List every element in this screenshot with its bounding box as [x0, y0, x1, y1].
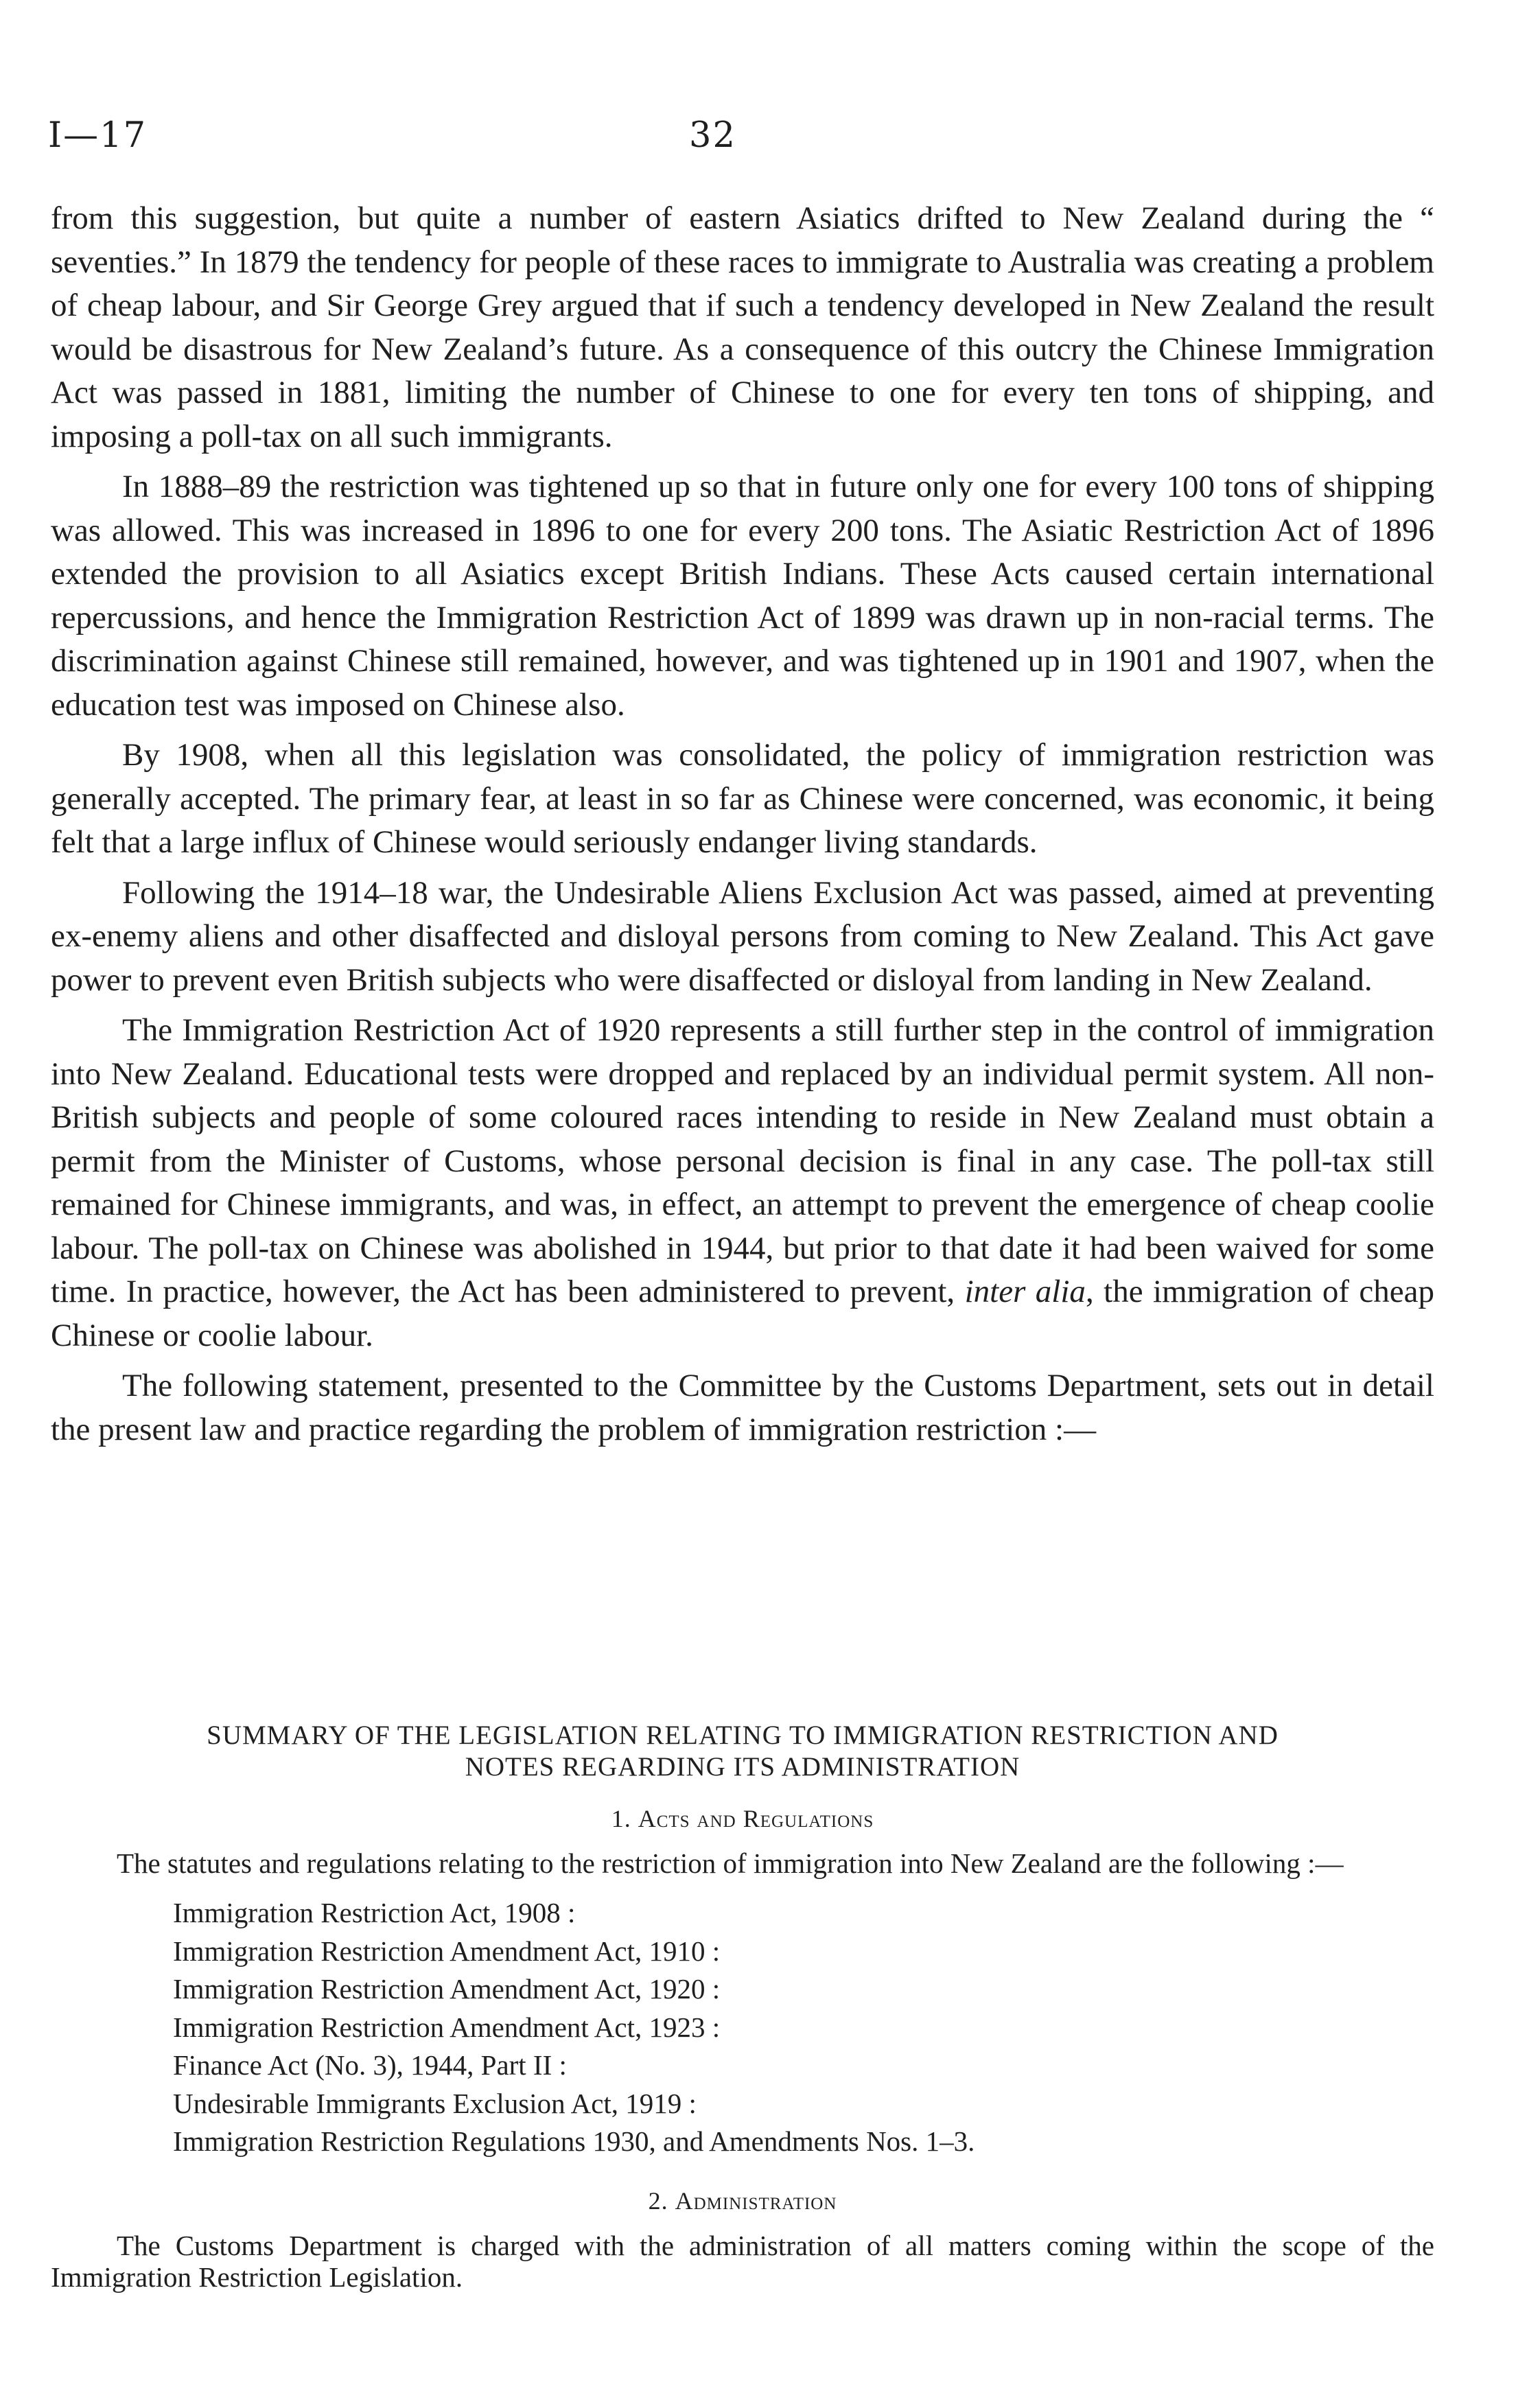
- section-heading-administration: [51, 2184, 1434, 2217]
- summary-title: [51, 1720, 1434, 1783]
- page-number: 32: [689, 115, 736, 156]
- paragraph: By 1908, when all this legislation was consolidated, the policy of immigration restriction was generally accepted. The primary fear, at least in so far as Chinese were concerned, was economic, it being felt that a large influx of Chinese would seriously endanger living standards.: [51, 737, 1434, 860]
- section-title: Administration: [675, 2186, 837, 2215]
- paragraph: In 1888–89 the restriction was tightened up so that in future only one for every 100 tons of shipping was allowed. This was increased in 1896 to one for every 200 tons. The Asiatic Restriction Act of 1896 extended the provision to all Asiatics except British Indians. These Acts caused certain international repercussions, and hence the Immigration Restriction Act of 1899 was drawn up in non-racial terms. The discrimination against Chinese still remained, however, and was tightened up in 1901 and 1907, when the education test was imposed on Chinese also.: [51, 469, 1434, 723]
- section-number: 1.: [611, 1805, 631, 1832]
- paragraph-text: The Immigration Restriction Act of 1920 represents a still further step in the control of immigration into New Zealand. Educational tests were dropped and replaced by an individual permit system. All non-British subjects and people of some coloured races intending to reside in New Zealand must obtain a permit from the Minister of Customs, whose personal decision is final in any case. The poll-tax still remained for Chinese immigrants, and was, in effect, an attempt to prevent the emergence of cheap coolie labour. The poll-tax on Chinese was abolished in 1944, but prior to that date it had been waived for some time. In practice, however, the Act has been administered to prevent,: [51, 1012, 1434, 1309]
- body-text: [51, 197, 1434, 1458]
- section-intro: The statutes and regulations relating to the restriction of immigration into New Zealand are the following :—: [117, 1847, 1344, 1879]
- statutes-list: [173, 1894, 1434, 2161]
- paragraph-text: , the immigration of cheap Chinese or coolie labour.: [51, 1274, 1435, 1353]
- section-title: Acts and Regulations: [638, 1805, 874, 1832]
- summary-section: [51, 1720, 1434, 2293]
- statute-item: Immigration Restriction Amendment Act, 1920 :: [173, 1973, 721, 2005]
- statute-item: Immigration Restriction Regulations 1930, and Amendments Nos. 1–3.: [173, 2125, 975, 2157]
- section-number: 2.: [648, 2186, 668, 2215]
- statute-item: Immigration Restriction Amendment Act, 1910 :: [173, 1935, 721, 1967]
- summary-title-line: SUMMARY OF THE LEGISLATION RELATING TO IMMIGRATION RESTRICTION AND: [207, 1720, 1279, 1750]
- statute-item: Immigration Restriction Amendment Act, 1923 :: [173, 2011, 721, 2043]
- paragraph-continued: from this suggestion, but quite a number of eastern Asiatics drifted to New Zealand during the “ seventies.” In 1879 the tendency for people of these races to immigrate to Australia was creating a problem of cheap labour, and Sir George Grey argued that if such a tendency developed in New Zealand the result would be disastrous for New Zealand’s future. As a consequence of this outcry the Chinese Immigration Act was passed in 1881, limiting the number of Chinese to one for every ten tons of shipping, and imposing a poll-tax on all such immigrants.: [51, 200, 1434, 454]
- summary-title-line: NOTES REGARDING ITS ADMINISTRATION: [465, 1752, 1020, 1782]
- paragraph-1920-act: [51, 1009, 1434, 1357]
- paragraph-statement-intro: The following statement, presented to the Committee by the Customs Department, sets out in detail the present law and practice regarding the problem of immigration restriction :—: [51, 1368, 1434, 1447]
- paragraph: Following the 1914–18 war, the Undesirable Aliens Exclusion Act was passed, aimed at preventing ex-enemy aliens and other disaffected and disloyal persons from coming to New Zealand. This Act gave power to prevent even British subjects who were disaffected or disloyal from landing in New Zealand.: [51, 874, 1434, 998]
- section-heading-acts: [51, 1802, 1434, 1835]
- statute-item: Finance Act (No. 3), 1944, Part II :: [173, 2049, 567, 2081]
- italic-phrase: inter alia: [964, 1274, 1086, 1309]
- administration-text: The Customs Department is charged with the administration of all matters coming within the scope of the Immigration Restriction Legislation.: [51, 2229, 1434, 2293]
- statute-item: Immigration Restriction Act, 1908 :: [173, 1897, 576, 1928]
- statute-item: Undesirable Immigrants Exclusion Act, 1919 :: [173, 2087, 697, 2119]
- document-reference: I—17: [48, 115, 148, 156]
